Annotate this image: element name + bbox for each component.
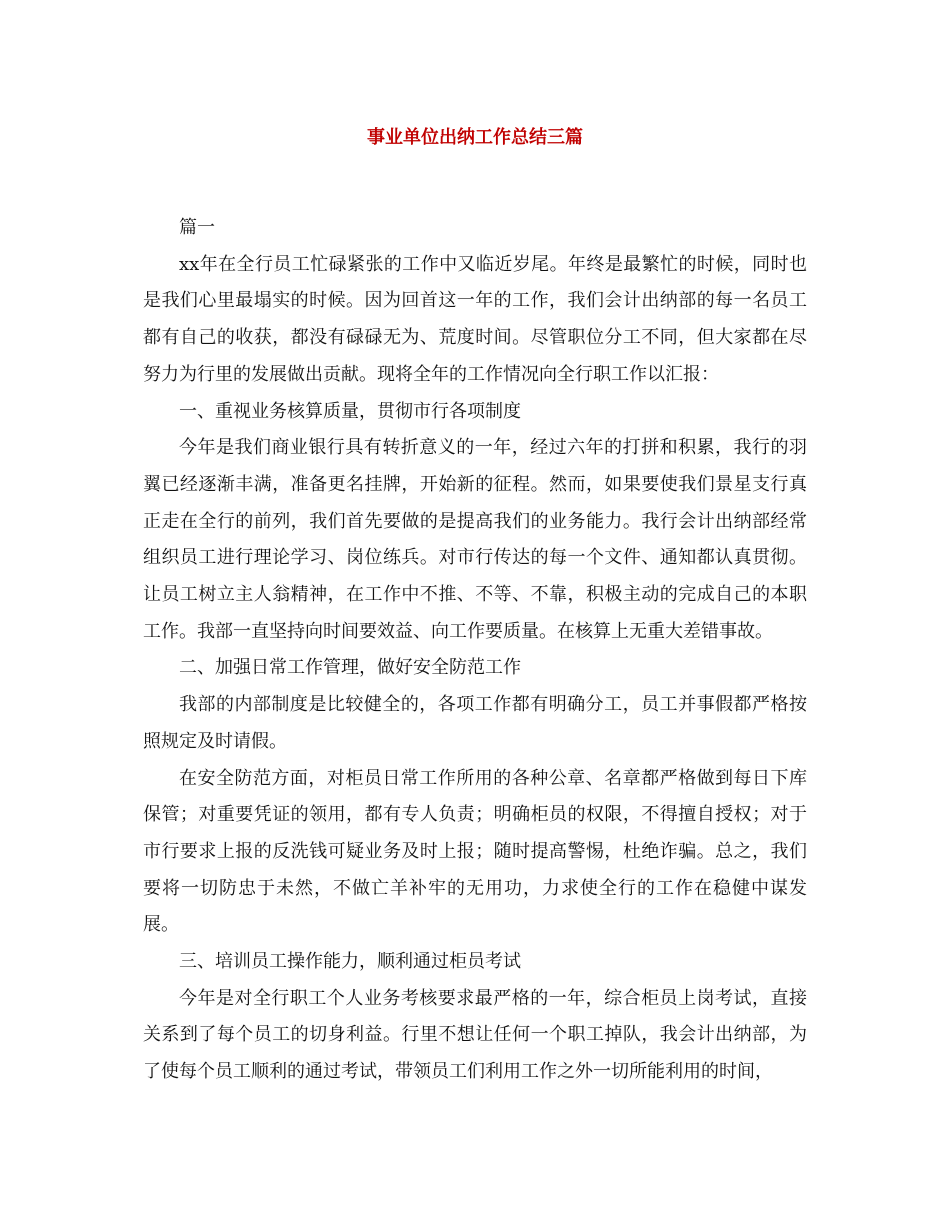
section-heading: 三、培训员工操作能力，顺利通过柜员考试 xyxy=(179,951,521,973)
body-paragraph: 今年是我们商业银行具有转折意义的一年，经过六年的打拼和积累，我行的羽翼已经逐渐丰满，准备更名挂牌，开始新的征程。然而，如果要使我们景星支行真正走在全行的前列，我们首先要做的是提高我们的业务能力。我行会计出纳部经常组织员工进行理论学习、岗位练兵。对市行传达的每一个文件、通知都认真贯彻。让员工树立主人翁精神，在工作中不推、不等、不靠，积极主动的完成自己的本职工作。我部一直坚持向时间要效益、向工作要质量。在核算上无重大差错事故。 xyxy=(143,437,807,642)
section-label: 篇一 xyxy=(179,217,215,238)
document-title: 事业单位出纳工作总结三篇 xyxy=(367,127,583,148)
section-heading: 二、加强日常工作管理，做好安全防范工作 xyxy=(179,657,521,679)
body-paragraph: 今年是对全行职工个人业务考核要求最严格的一年，综合柜员上岗考试，直接关系到了每个员工的切身利益。行里不想让任何一个职工掉队，我会计出纳部，为了使每个员工顺利的通过考试，带领员工们利用工作之外一切所能利用的时间， xyxy=(143,987,807,1083)
section-heading: 一、重视业务核算质量，贯彻市行各项制度 xyxy=(179,400,521,422)
body-paragraph: xx年在全行员工忙碌紧张的工作中又临近岁尾。年终是最繁忙的时候，同时也是我们心里最塌实的时候。因为回首这一年的工作，我们会计出纳部的每一名员工都有自己的收获，都没有碌碌无为、荒度时间。尽管职位分工不同，但大家都在尽努力为行里的发展做出贡献。现将全年的工作情况向全行职工作以汇报： xyxy=(143,253,807,385)
document-body xyxy=(143,210,807,1091)
body-paragraph: 在安全防范方面，对柜员日常工作所用的各种公章、名章都严格做到每日下库保管；对重要凭证的领用，都有专人负责；明确柜员的权限，不得擅自授权；对于市行要求上报的反洗钱可疑业务及时上报；随时提高警惕，杜绝诈骗。总之，我们要将一切防忠于未然，不做亡羊补牢的无用功，力求使全行的工作在稳健中谋发展。 xyxy=(143,767,807,936)
body-paragraph: 我部的内部制度是比较健全的，各项工作都有明确分工，员工并事假都严格按照规定及时请假。 xyxy=(143,694,807,752)
